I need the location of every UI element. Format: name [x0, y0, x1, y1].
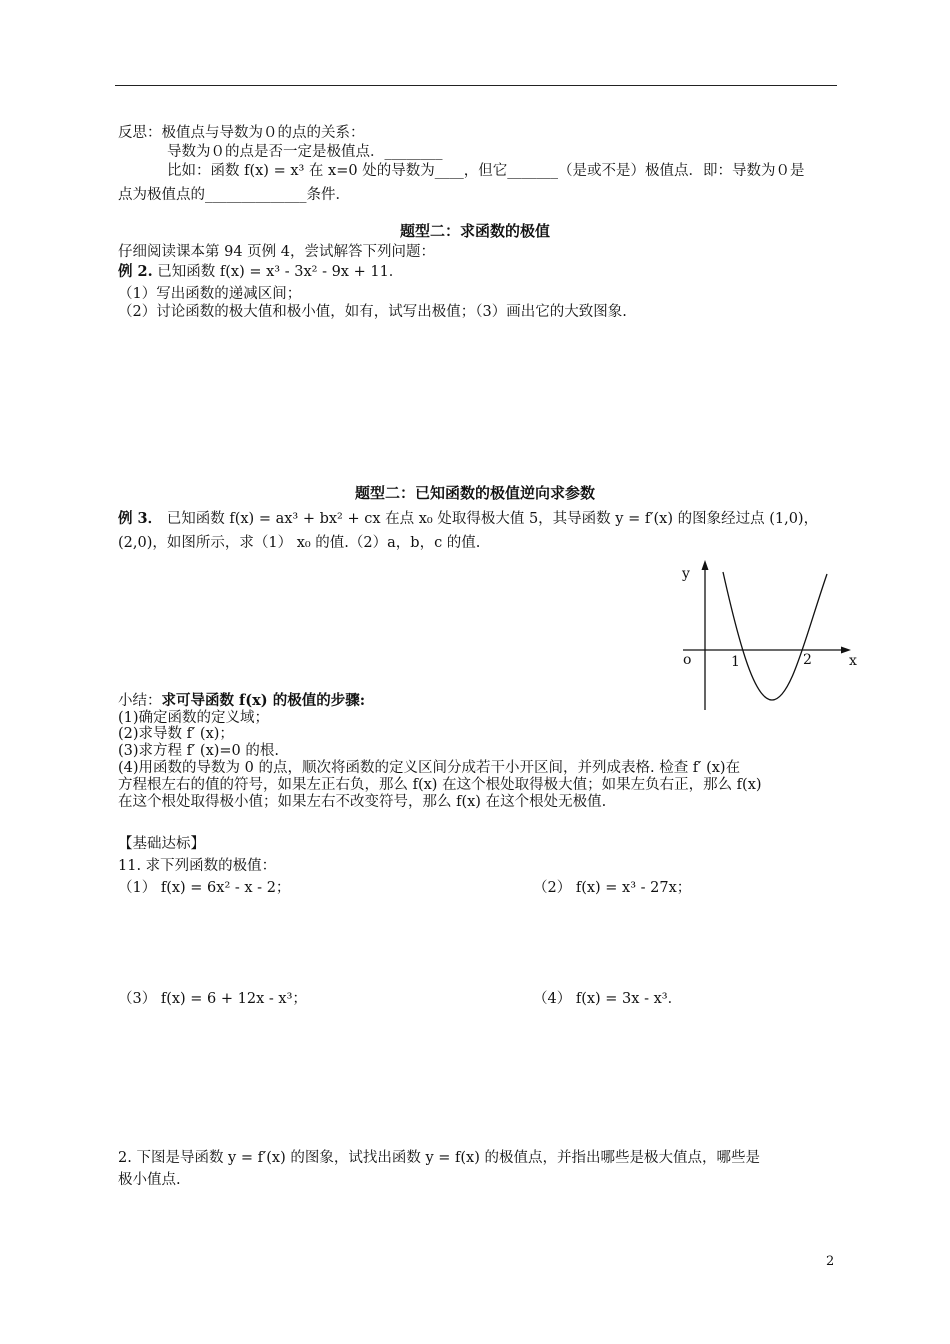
section3-title: 题型二：已知函数的极值逆向求参数	[354, 484, 595, 502]
summary-step-2: (2)求导数 f′ (x)；	[118, 726, 234, 742]
summary-prefix: 小结：	[118, 693, 162, 709]
example2-label: 例 2.	[118, 263, 153, 280]
y-axis-arrow	[702, 560, 709, 570]
summary-step-4c: 在这个根处取得极小值；如果左右不改变符号，那么 f(x) 在这个根处无极值.	[118, 794, 607, 810]
exercise-2-line-2: 极小值点.	[118, 1172, 181, 1188]
summary-step-4b: 方程根左右的值的符号，如果左正右负，那么 f(x) 在这个根处取得极大值；如果左负右正，那么 f(x)	[118, 777, 762, 793]
exercise-11-part-2: （2） f(x) = x³ - 27x；	[533, 880, 692, 896]
page-number: 2	[826, 1254, 835, 1269]
x-axis-label: x	[849, 653, 857, 669]
example2-text: 已知函数 f(x) = x³ - 3x² - 9x + 11．	[157, 264, 404, 280]
example3-text: 已知函数 f(x) = ax³ + bx² + cx 在点 x₀ 处取得极大值 5，其导函数 y = f′(x) 的图象经过点 (1,0)，	[166, 511, 819, 527]
reflection-line-3: 比如：函数 f(x) = x³ 在 x=0 处的导数为____，但它_______（是或不是）极值点．即：导数为０是	[167, 163, 805, 179]
summary-step-3: (3)求方程 f′ (x)=0 的根.	[118, 743, 280, 759]
exercise-11: 11. 求下列函数的极值：	[118, 858, 277, 874]
exercise-11-part-1: （1） f(x) = 6x² - x - 2；	[118, 880, 291, 896]
reflection-line-1: 反思：极值点与导数为０的点的关系：	[118, 125, 365, 141]
example3-line-1	[118, 510, 818, 528]
exercises-header: 【基础达标】	[118, 836, 205, 852]
section2-title: 题型二：求函数的极值	[399, 222, 550, 240]
summary-step-1: (1)确定函数的定义域；	[118, 710, 270, 726]
reflection-line-2: 导数为０的点是否一定是极值点．________	[167, 144, 443, 160]
example3-line-2: (2,0)，如图所示，求（1） x₀ 的值.（2）a，b，c 的值.	[118, 535, 481, 551]
tick-label-1: 1	[731, 654, 740, 670]
example3-label: 例 3．	[118, 510, 163, 527]
exercise-11-part-3: （3） f(x) = 6 + 12x - x³；	[118, 991, 307, 1007]
summary-heading	[118, 692, 365, 710]
reflection-line-4: 点为极值点的______________条件．	[118, 187, 350, 203]
example2-question-1: （1）写出函数的递减区间；	[118, 286, 302, 302]
exercise-2-line-1: 2. 下图是导函数 y = f′(x) 的图象，试找出函数 y = f(x) 的极值点，并指出哪些是极大值点，哪些是	[118, 1150, 761, 1166]
tick-label-2: 2	[803, 652, 812, 668]
summary-title: 求可导函数 f(x) 的极值的步骤:	[161, 692, 366, 709]
derivative-curve	[723, 572, 827, 700]
header-rule	[115, 85, 837, 86]
exercise-11-part-4: （4） f(x) = 3x - x³．	[533, 991, 683, 1007]
example2	[118, 263, 403, 281]
y-axis-label: y	[682, 566, 690, 582]
example2-question-2: （2）讨论函数的极大值和极小值，如有，试写出极值；（3）画出它的大致图象.	[118, 304, 627, 320]
summary-step-4a: (4)用函数的导数为 0 的点，顺次将函数的定义区间分成若干小开区间，并列成表格. 检查 f′ (x)在	[118, 760, 741, 776]
origin-label: o	[683, 652, 692, 668]
derivative-graph	[675, 558, 870, 718]
section2-intro: 仔细阅读课本第 94 页例 4，尝试解答下列问题：	[118, 244, 436, 260]
